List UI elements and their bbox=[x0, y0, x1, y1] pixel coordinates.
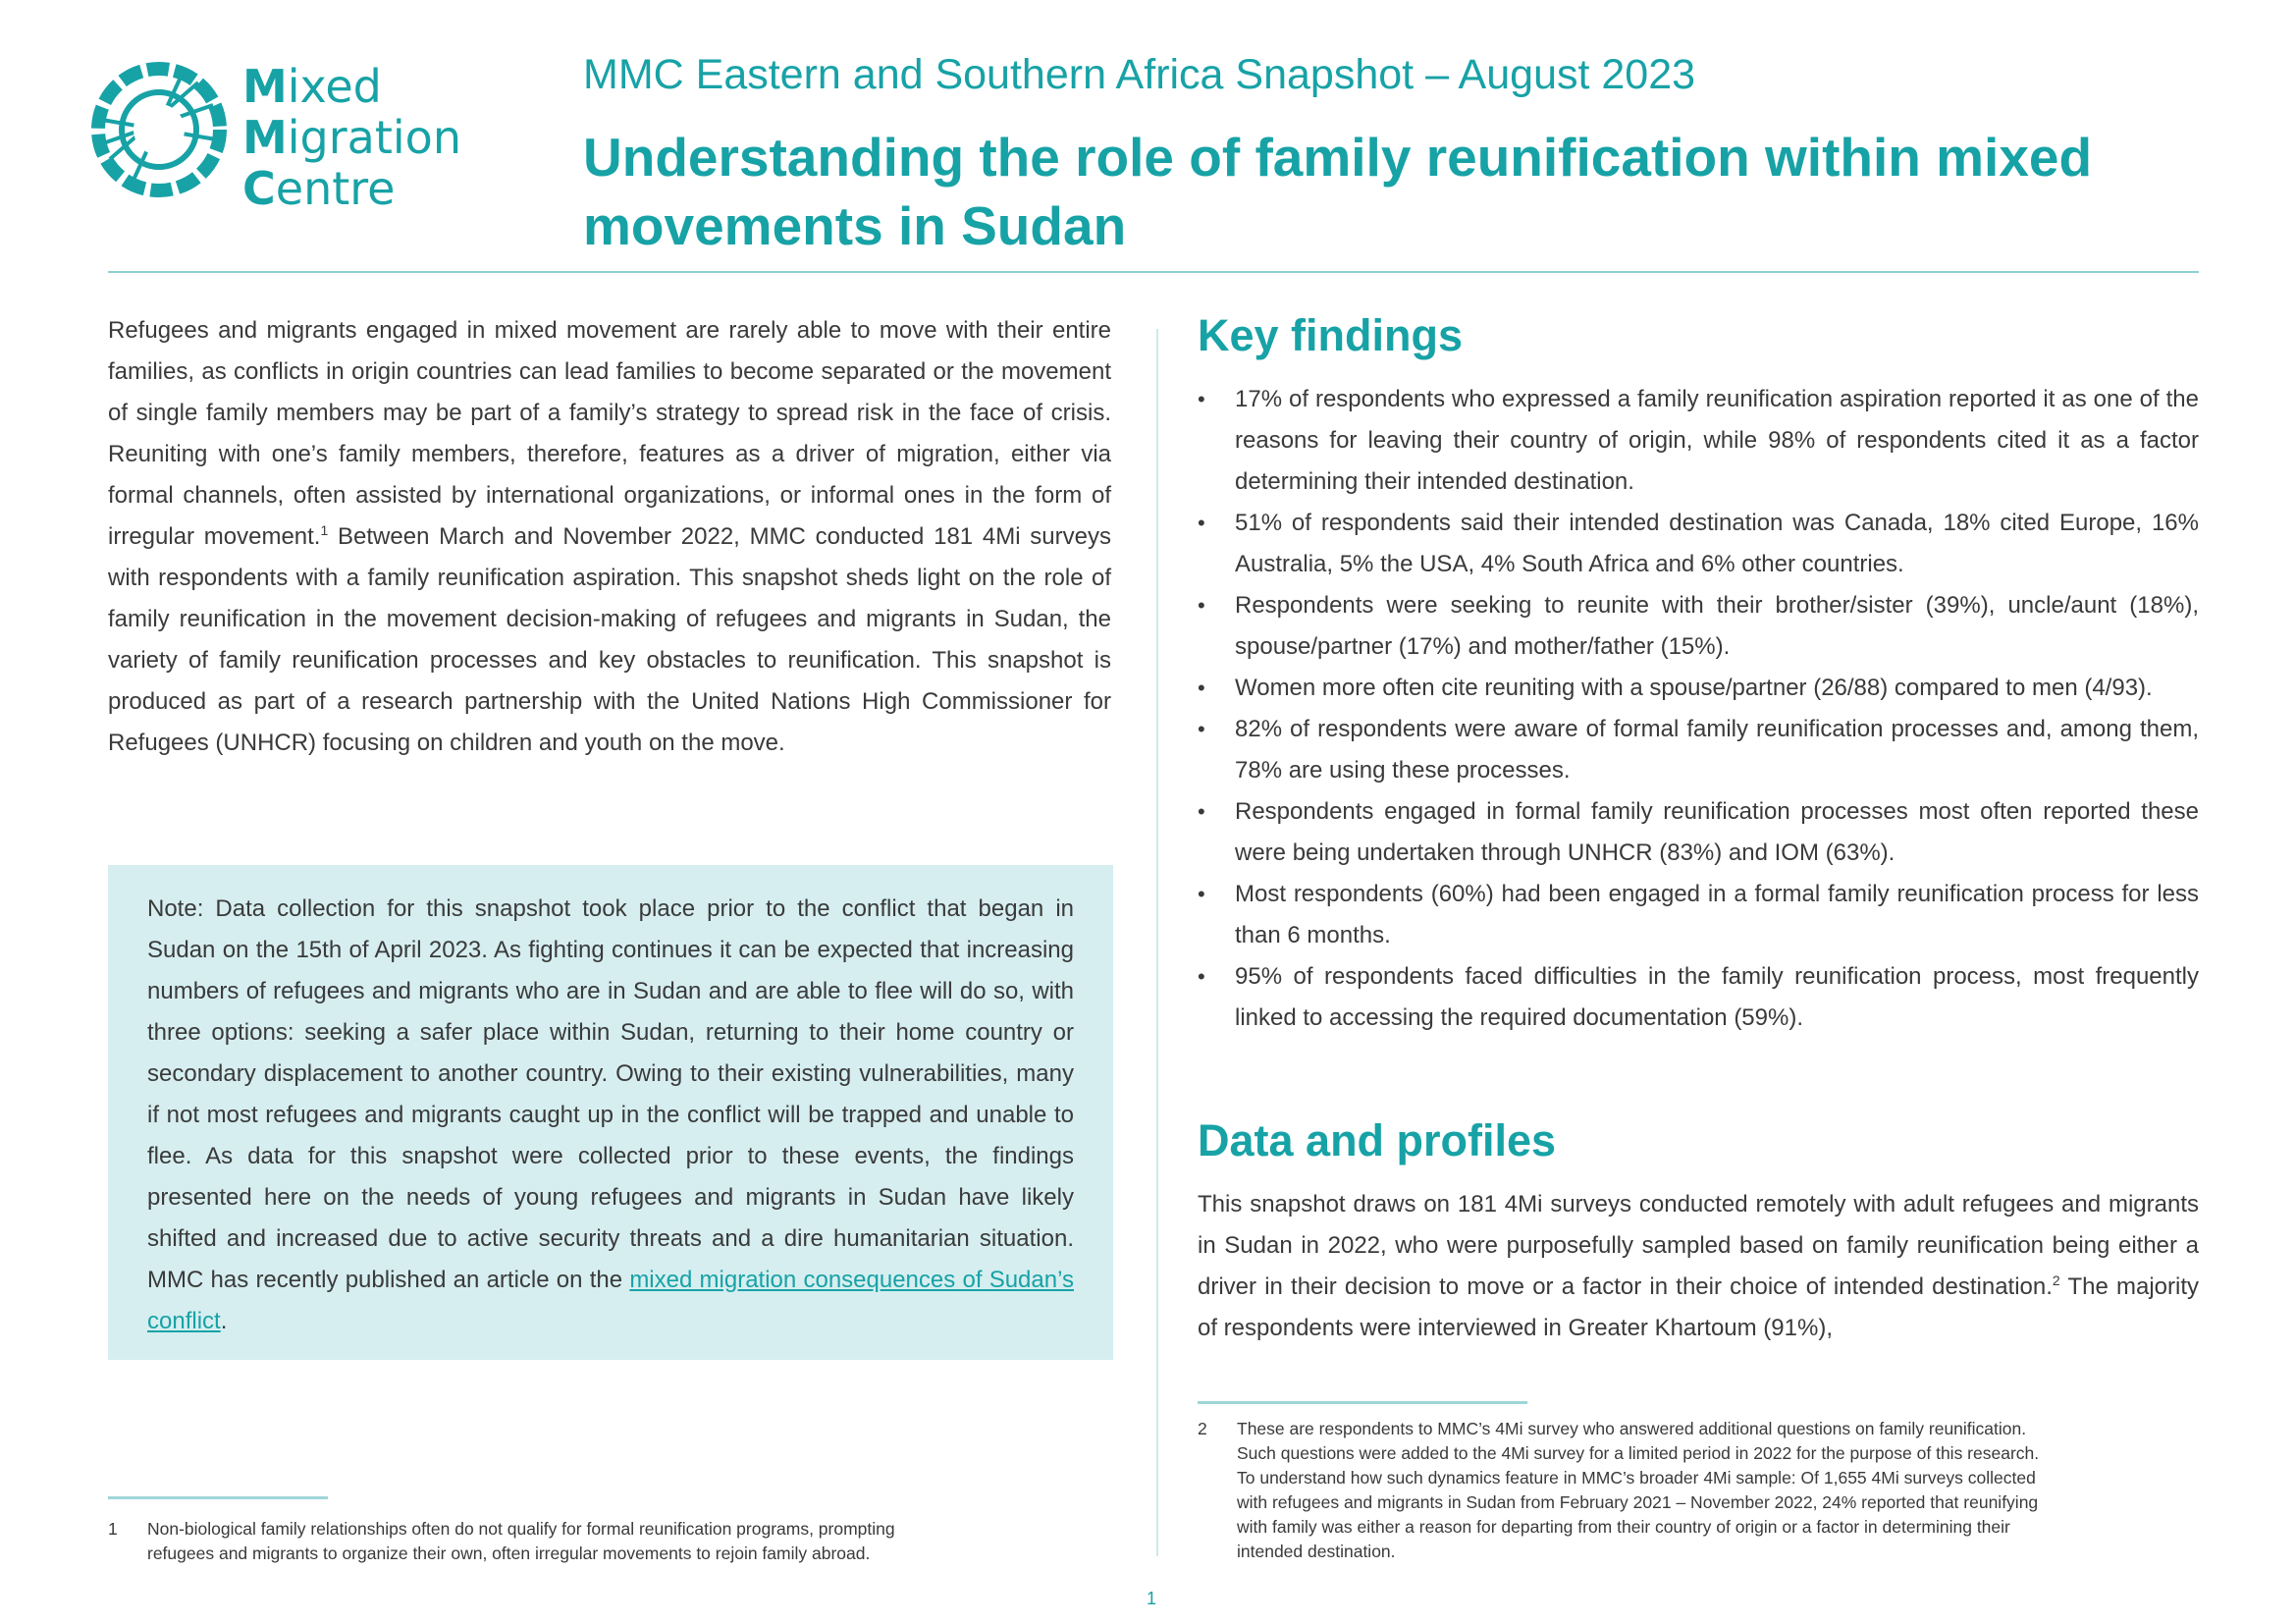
bullet-icon: • bbox=[1198, 799, 1205, 824]
column-divider bbox=[1156, 329, 1158, 1556]
footnote-rule-right bbox=[1198, 1401, 1527, 1404]
list-item: • 95% of respondents faced difficulties in the family reunification process, most frequently linked to accessing the required documentation (59%). bbox=[1198, 956, 2199, 1039]
page-number: 1 bbox=[1147, 1589, 1157, 1608]
bullet-icon: • bbox=[1198, 511, 1205, 535]
footnote-ref-1[interactable]: 1 bbox=[320, 522, 329, 538]
list-item: • 82% of respondents were aware of formal family reunification processes and, among them, 78% are using these processes. bbox=[1198, 709, 2199, 791]
list-item: • 17% of respondents who expressed a family reunification aspiration reported it as one of the reasons for leaving their country of origin, while 98% of respondents cited it as a factor determining their intended destination. bbox=[1198, 379, 2199, 503]
page-title: Understanding the role of family reunification within mixed movements in Sudan bbox=[583, 127, 2093, 256]
bullet-icon: • bbox=[1198, 717, 1205, 741]
sudan-conflict-article-link[interactable]: mixed migration consequences of Sudan’s conflict bbox=[147, 1267, 1074, 1334]
note-callout-box bbox=[108, 865, 1113, 1360]
footnote-2 bbox=[1198, 1417, 2201, 1570]
logo-word-migration: Migration bbox=[242, 111, 461, 164]
list-item: • Women more often cite reuniting with a spouse/partner (26/88) compared to men (4/93). bbox=[1198, 668, 2199, 709]
key-findings-list bbox=[1198, 379, 2199, 1039]
mmc-logo-mark-icon bbox=[90, 61, 228, 198]
footnote-rule-left bbox=[108, 1496, 328, 1499]
note-text: Note: Data collection for this snapshot took place prior to the conflict that began in Sudan on the 15th of April 2023. As fighting continues it can be expected that increasing numbers of refugees and migrants who are in Sudan and are able to flee will do so, with three options: seeking a safer place within Sudan, returning to their home country or secondary displacement to another country. Owing to their existing vulnerabilities, many if not most refugees and migrants caught up in the conflict will be trapped and unable to flee. As data for this snapshot were collected prior to these events, the findings presented here on the needs of young refugees and migrants in Sudan have likely shifted and increased due to active security threats and a dire humanitarian situation. MMC has recently published an article on the mixed migration consequences of Sudan’s conflict. bbox=[147, 895, 1074, 1334]
footnote-1-number: 1 bbox=[108, 1519, 118, 1539]
header-divider bbox=[108, 271, 2199, 273]
mmc-logo bbox=[90, 60, 473, 215]
data-profiles-paragraph: This snapshot draws on 181 4Mi surveys conducted remotely with adult refugees and migrants in Sudan in 2022, who were purposefully sampled based on family reunification being either a driver in their decision to move or a factor in their choice of intended destination.$^2$ The majority of respondents were interviewed in Greater Khartoum (91%), bbox=[1198, 1191, 2199, 1341]
list-item: • Respondents were seeking to reunite with their brother/sister (39%), uncle/aunt (18%), spouse/partner (17%) and mother/father (15%). bbox=[1198, 585, 2199, 668]
footnote-2-number: 2 bbox=[1198, 1419, 1207, 1438]
footnote-2-text: These are respondents to MMC’s 4Mi survey who answered additional questions on family reunification. Such questions were added to the 4Mi survey for a limited period in 2022 for the purpose of this research. To understand how such dynamics feature in MMC’s broader 4Mi sample: Of 1,655 4Mi surveys collected with refugees and migrants in Sudan from February 2021 – November 2022, 24% reported that reunifying with family was either a reason for departing from their country of origin or a factor in determining their intended destination. bbox=[1237, 1419, 2040, 1561]
bullet-icon: • bbox=[1198, 387, 1205, 411]
bullet-icon: • bbox=[1198, 676, 1205, 700]
footnote-ref-2[interactable]: 2 bbox=[2052, 1272, 2060, 1288]
intro-paragraph: Refugees and migrants engaged in mixed movement are rarely able to move with their entire families, as conflicts in origin countries can lead families to become separated or the movement of single family members may be part of a family’s strategy to spread risk in the face of crisis. Reuniting with one’s family members, therefore, features as a driver of migration, either via formal channels, often assisted by international organizations, or informal ones in the form of irregular movement.$^1$ Between March and November 2022, MMC conducted 181 4Mi surveys with respondents with a family reunification aspiration. This snapshot sheds light on the role of family reunification in the movement decision-making of refugees and migrants in Sudan, the variety of family reunification processes and key obstacles to reunification. This snapshot is produced as part of a research partnership with the United Nations High Commissioner for Refugees (UNHCR) focusing on children and youth on the move. bbox=[108, 317, 1111, 756]
key-findings-heading: Key findings bbox=[1198, 310, 1464, 360]
list-item: • Most respondents (60%) had been engaged in a formal family reunification process for less than 6 months. bbox=[1198, 874, 2199, 956]
bullet-icon: • bbox=[1198, 593, 1205, 618]
list-item: • 51% of respondents said their intended destination was Canada, 18% cited Europe, 16% Australia, 5% the USA, 4% South Africa and 6% other countries. bbox=[1198, 503, 2199, 585]
bullet-icon: • bbox=[1198, 964, 1205, 989]
data-profiles-heading: Data and profiles bbox=[1198, 1115, 1557, 1165]
list-item: • Respondents engaged in formal family reunification processes most often reported these were being undertaken through UNHCR (83%) and IOM (63%). bbox=[1198, 791, 2199, 874]
logo-word-centre: Centre bbox=[242, 162, 396, 215]
footnote-1-text: Non-biological family relationships often do not qualify for formal reunification programs, prompting refugees and migrants to organize their own, often irregular movements to rejoin family abroad. bbox=[147, 1519, 895, 1563]
logo-word-mixed: Mixed bbox=[242, 60, 382, 113]
footnote-1 bbox=[108, 1517, 1113, 1572]
bullet-icon: • bbox=[1198, 882, 1205, 906]
report-series-kicker: MMC Eastern and Southern Africa Snapshot – August 2023 bbox=[583, 51, 1696, 98]
